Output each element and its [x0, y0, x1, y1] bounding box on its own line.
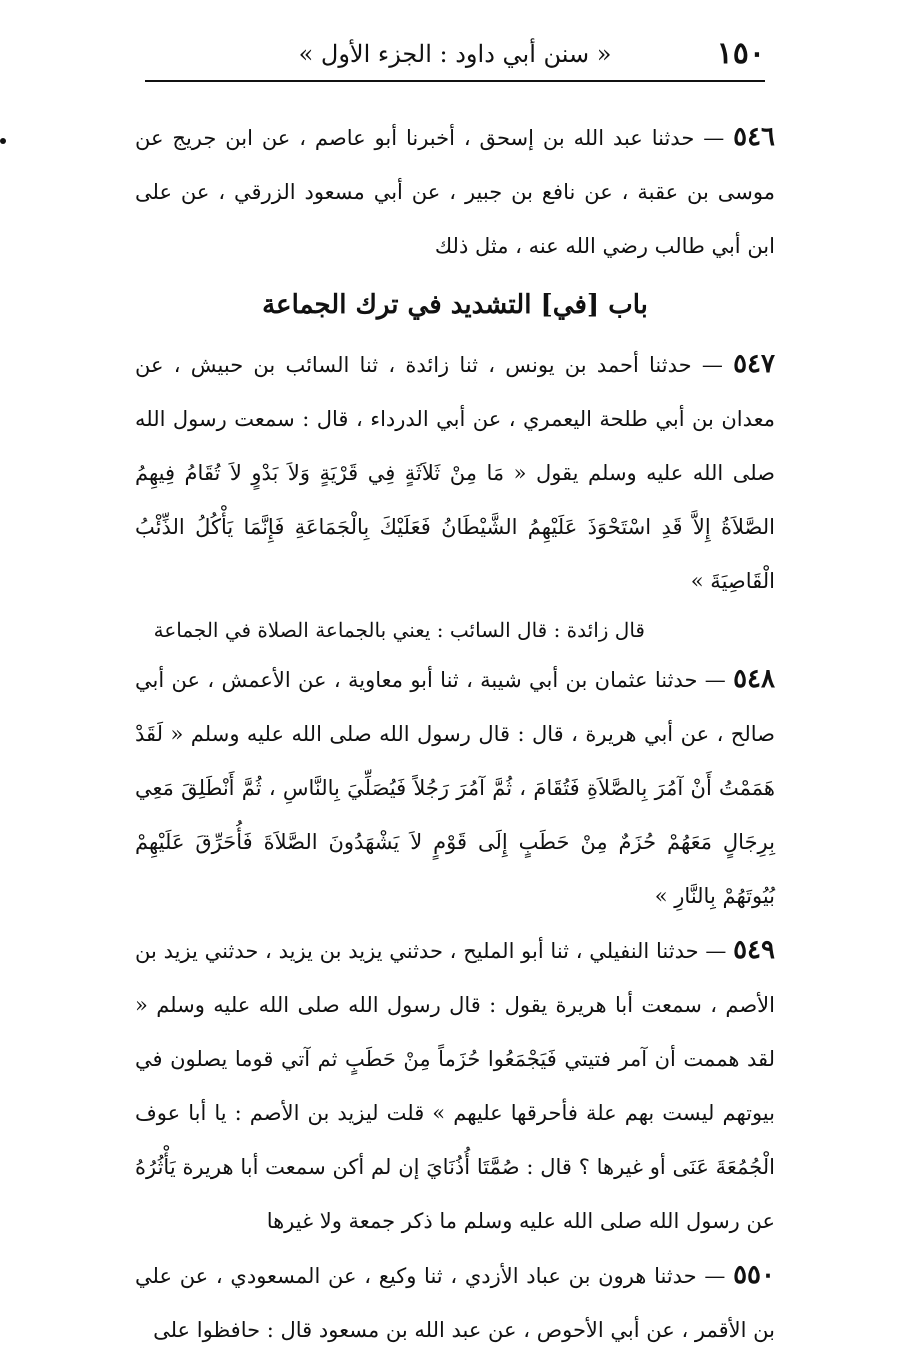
- hadith-number: ٥٥٠: [733, 1260, 775, 1290]
- running-title: « سنن أبي داود : الجزء الأول »: [298, 40, 612, 68]
- narrator-note: قال زائدة : قال السائب : يعني بالجماعة الصلاة في الجماعة: [153, 618, 645, 642]
- page-body: [135, 110, 775, 1357]
- chapter-title: باب [في] التشديد في ترك الجماعة: [262, 290, 648, 320]
- hadith-text: — حدثنا النفيلي ، ثنا أبو المليح ، حدثني يزيد بن يزيد ، حدثني يزيد بن الأصم ، سمعت أبا هريرة يقول : قال رسول الله صلى الله عليه وسلم « لقد هممت أن آمر فتيتي فَيَجْمَعُوا حُزَماً مِنْ حَطَبٍ ثم آتي قوما يصلون في بيوتهم ليست بهم علة فأحرقها عليهم » قلت ليزيد بن الأصم : يا أبا عوف الْجُمُعَةَ عَنَى أو غيرها ؟ قال : صُمَّتَا أُذُنَايَ إن لم أكن سمعت أبا هريرة يَأْثُرُهُ عن رسول الله صلى الله عليه وسلم ما ذكر جمعة ولا غيرها: [135, 939, 775, 1233]
- hadith-number: ٥٤٦: [733, 122, 776, 152]
- page-number: ١٥٠: [716, 36, 765, 71]
- margin-mark: [0, 138, 6, 144]
- hadith-text: — حدثنا عثمان بن أبي شيبة ، ثنا أبو معاوية ، عن الأعمش ، عن أبي صالح ، عن أبي هريرة ، قال : قال رسول الله صلى الله عليه وسلم « لَقَدْ هَمَمْتُ أَنْ آمُرَ بِالصَّلاَةِ فَتُقَامَ ، ثُمَّ آمُرَ رَجُلاً فَيُصَلِّيَ بِالنَّاسِ ، ثُمَّ أَنْطَلِقَ مَعِي بِرِجَالٍ مَعَهُمْ حُزَمٌ مِنْ حَطَبٍ إِلَى قَوْمٍ لاَ يَشْهَدُونَ الصَّلاَةَ فَأُحَرِّقَ عَلَيْهِمْ بُيُوتَهُمْ بِالنَّارِ »: [135, 668, 776, 908]
- hadith-549: [135, 923, 775, 1248]
- hadith-550: [135, 1248, 775, 1357]
- hadith-number: ٥٤٩: [733, 935, 775, 965]
- hadith-547: [135, 337, 775, 608]
- page-header: [145, 30, 765, 80]
- hadith-number: ٥٤٨: [733, 664, 775, 694]
- hadith-number: ٥٤٧: [733, 349, 775, 379]
- header-rule: [145, 80, 765, 82]
- hadith-text: — حدثنا هرون بن عباد الأزدي ، ثنا وكيع ، عن المسعودي ، عن علي بن الأقمر ، عن أبي الأحوص ، عن عبد الله بن مسعود قال : حافظوا على: [135, 1264, 775, 1342]
- hadith-546: [135, 110, 775, 273]
- hadith-text: — حدثنا أحمد بن يونس ، ثنا زائدة ، ثنا السائب بن حبيش ، عن معدان بن أبي طلحة اليعمري ، عن أبي الدرداء ، قال : سمعت رسول الله صلى الله عليه وسلم يقول « مَا مِنْ ثَلاَثَةٍ فِي قَرْيَةٍ وَلاَ بَدْوٍ لاَ تُقَامُ فِيهِمُ الصَّلاَةُ إِلاَّ قَدِ اسْتَحْوَذَ عَلَيْهِمُ الشَّيْطَانُ فَعَلَيْكَ بِالْجَمَاعَةِ فَإِنَّمَا يَأْكُلُ الذِّئْبُ الْقَاصِيَةَ »: [135, 353, 775, 593]
- hadith-548: [135, 652, 775, 923]
- hadith-text: — حدثنا عبد الله بن إسحق ، أخبرنا أبو عاصم ، عن ابن جريج عن موسى بن عقبة ، عن نافع بن جبير ، عن أبي مسعود الزرقي ، عن على ابن أبي طالب رضي الله عنه ، مثل ذلك: [135, 126, 775, 258]
